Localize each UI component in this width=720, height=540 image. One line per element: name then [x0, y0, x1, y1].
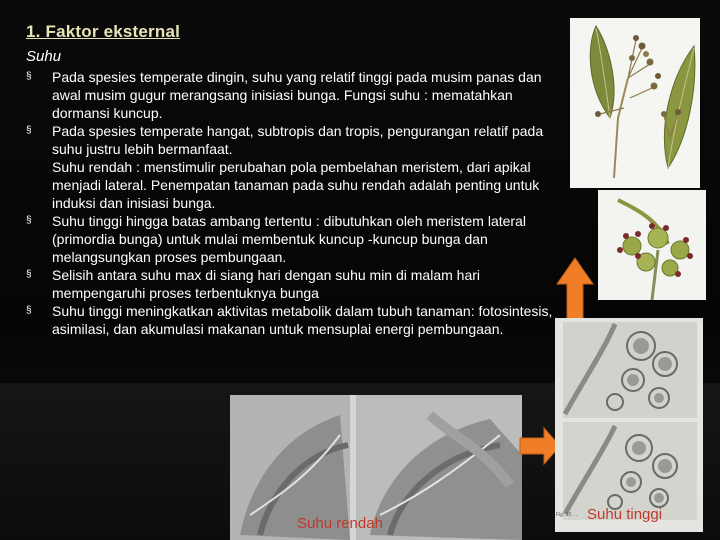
slide-subtitle: Suhu — [26, 48, 62, 65]
slide-title: 1. Faktor eksternal — [26, 22, 181, 41]
figure-caption: Fig. 10. ... — [556, 512, 579, 518]
list-item — [26, 302, 566, 338]
micrograph-high-temp-drawing — [555, 318, 703, 532]
leaf-specimen-image — [570, 18, 700, 188]
list-item — [26, 266, 566, 302]
high-temp-label: Suhu tinggi — [587, 506, 663, 523]
list-item — [26, 212, 566, 266]
bullet-icon: § — [26, 125, 32, 136]
bullet-list — [26, 68, 566, 338]
flower-cluster-drawing — [598, 190, 706, 300]
low-temp-label: Suhu rendah — [297, 515, 383, 532]
list-item-text: Suhu tinggi hingga batas ambang tertentu : dibutuhkan oleh meristem lateral (primordia bunga) untuk mulai membentuk kuncup -kuncup bunga dan melangsungkan proses pembungaan. — [52, 213, 526, 265]
leaf-specimen-drawing — [570, 18, 700, 188]
flower-cluster-image — [598, 190, 706, 300]
list-item — [26, 122, 566, 158]
list-item-text: Selisih antara suhu max di siang hari dengan suhu min di malam hari mempengaruhi proses terbentuknya bunga — [52, 267, 481, 301]
micrograph-high-temp-image — [555, 318, 703, 532]
bullet-icon: § — [26, 305, 32, 316]
list-item-text: Pada spesies temperate dingin, suhu yang relatif tinggi pada musim panas dan awal musim gugur merangsang inisiasi bunga. Fungsi suhu : mematahkan dormansi kuncup. — [52, 69, 542, 121]
list-item-text: Suhu tinggi meningkatkan aktivitas metabolik dalam tubuh tanaman: fotosintesis, asimilasi, dan akumulasi makanan untuk mensuplai energi pembungaan. — [52, 303, 553, 337]
list-item-text: Suhu rendah : menstimulir perubahan pola pembelahan meristem, dari apikal menjadi lateral. Penempatan tanaman pada suhu rendah adalah penting untuk induksi dan inisiasi bunga. — [52, 159, 540, 211]
bullet-icon: § — [26, 269, 32, 280]
list-item — [26, 68, 566, 122]
bullet-icon: § — [26, 215, 32, 226]
bullet-icon: § — [26, 71, 32, 82]
list-item-text: Pada spesies temperate hangat, subtropis dan tropis, pengurangan relatif pada suhu justru lebih bermanfaat. — [52, 123, 544, 157]
list-item-continuation — [26, 158, 566, 212]
